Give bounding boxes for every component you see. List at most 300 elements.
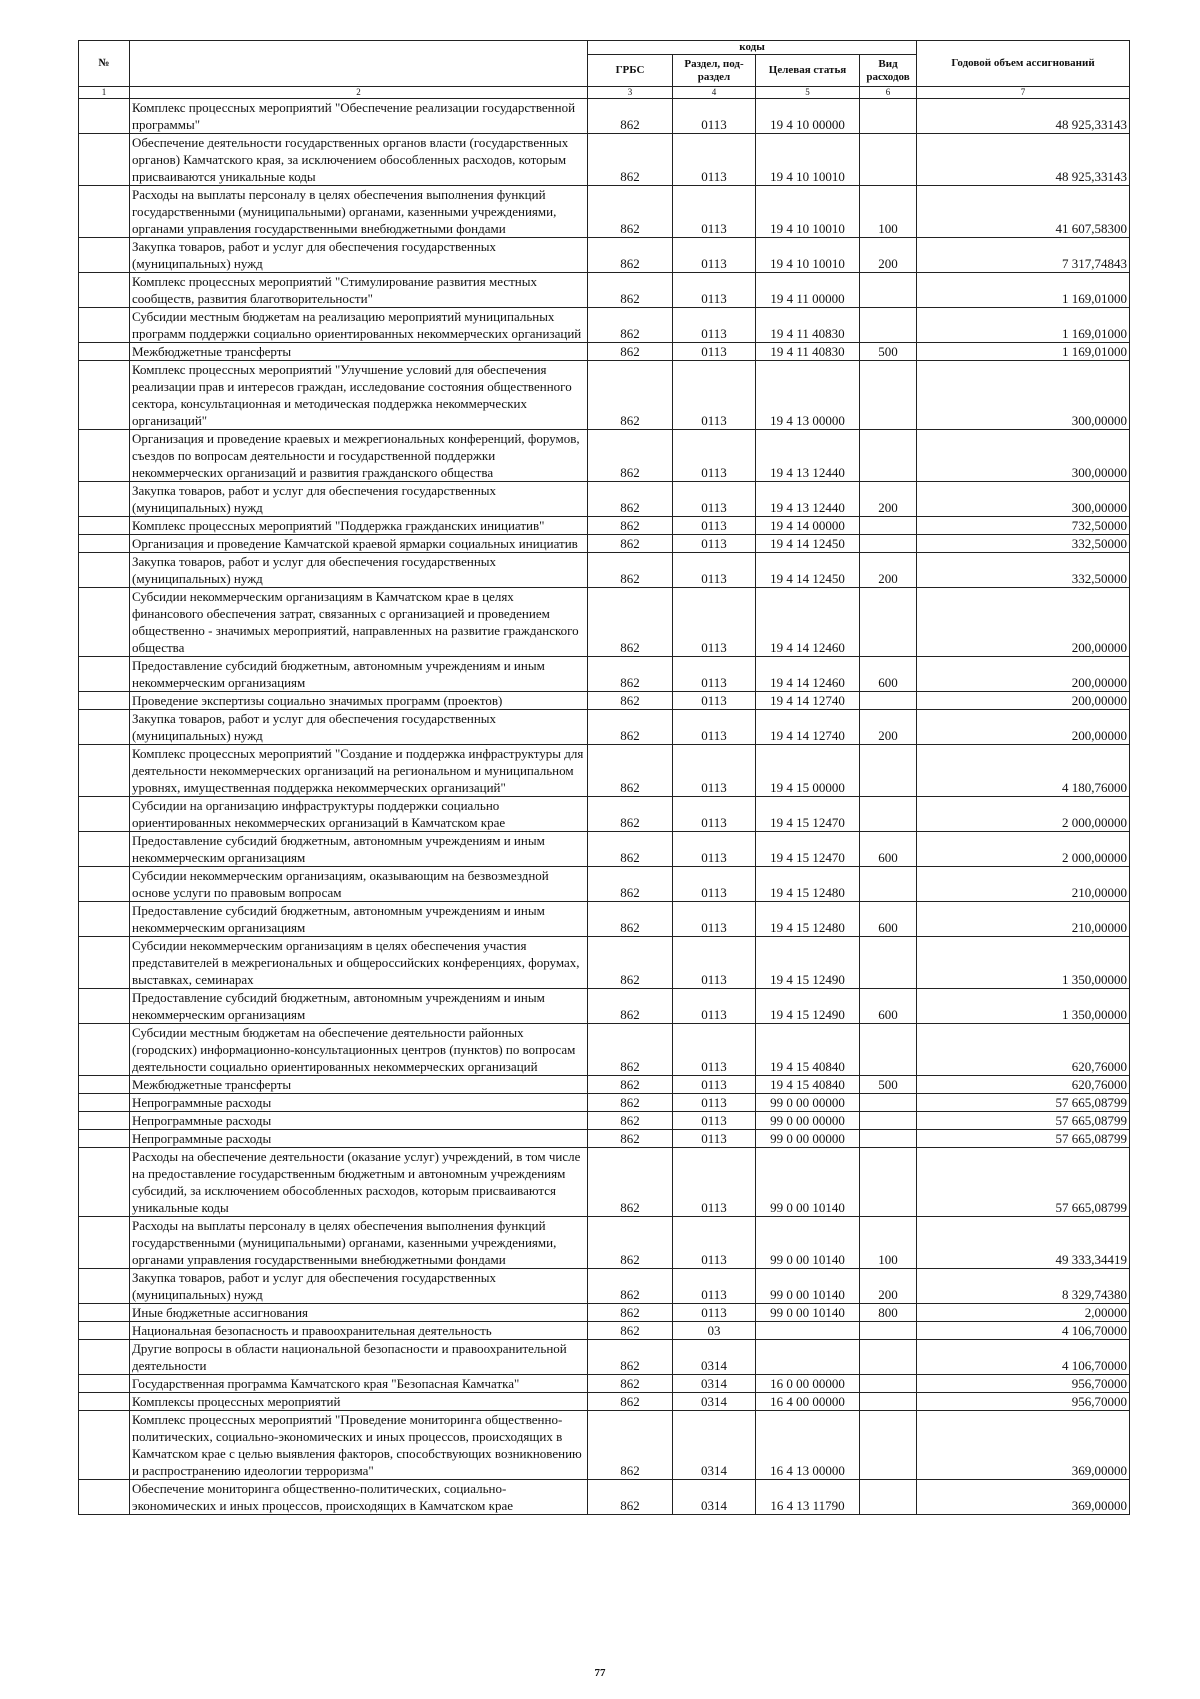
cell-amount: 620,76000 (917, 1076, 1130, 1094)
cell-num (79, 553, 130, 588)
cell-type: 500 (860, 1076, 917, 1094)
cell-name: Комплекс процессных мероприятий "Создание и поддержка инфраструктуры для деятельности некоммерческих организаций на региональном и муниципальном уровнях, имущественная поддержка некоммерческих организаций" (130, 745, 588, 797)
cell-section: 0314 (673, 1393, 756, 1411)
cell-type: 200 (860, 553, 917, 588)
cell-section: 0113 (673, 902, 756, 937)
cell-target: 19 4 15 00000 (756, 745, 860, 797)
cell-amount: 332,50000 (917, 535, 1130, 553)
cell-target: 16 4 13 11790 (756, 1480, 860, 1515)
cell-amount: 8 329,74380 (917, 1269, 1130, 1304)
table-row (79, 1148, 1130, 1217)
cell-target: 19 4 10 10010 (756, 186, 860, 238)
cell-grbs: 862 (588, 273, 673, 308)
cell-target: 19 4 14 12450 (756, 535, 860, 553)
cell-amount: 48 925,33143 (917, 134, 1130, 186)
cell-num (79, 430, 130, 482)
cell-amount: 956,70000 (917, 1375, 1130, 1393)
budget-table-sheet (78, 40, 1129, 1515)
cell-section: 0113 (673, 186, 756, 238)
budget-table (78, 40, 1130, 1515)
cell-name: Организация и проведение краевых и межрегиональных конференций, форумов, съездов по вопросам деятельности и государственной поддержки некоммерческих организаций и развития гражданского общества (130, 430, 588, 482)
cell-target: 99 0 00 00000 (756, 1130, 860, 1148)
cell-section: 0113 (673, 1148, 756, 1217)
cell-type: 600 (860, 902, 917, 937)
table-row (79, 710, 1130, 745)
cell-grbs: 862 (588, 1375, 673, 1393)
cell-target: 19 4 13 00000 (756, 361, 860, 430)
cell-type: 200 (860, 482, 917, 517)
colnum: 2 (130, 87, 588, 99)
cell-num (79, 1148, 130, 1217)
cell-amount: 1 169,01000 (917, 273, 1130, 308)
cell-target: 99 0 00 10140 (756, 1148, 860, 1217)
cell-num (79, 867, 130, 902)
cell-grbs: 862 (588, 1393, 673, 1411)
cell-grbs: 862 (588, 1112, 673, 1130)
cell-grbs: 862 (588, 692, 673, 710)
cell-type (860, 692, 917, 710)
cell-num (79, 186, 130, 238)
cell-grbs: 862 (588, 1217, 673, 1269)
header-section: Раздел, под-раздел (673, 55, 756, 87)
cell-amount: 1 169,01000 (917, 308, 1130, 343)
cell-name: Национальная безопасность и правоохранительная деятельность (130, 1322, 588, 1340)
cell-amount: 300,00000 (917, 361, 1130, 430)
cell-num (79, 1094, 130, 1112)
cell-target (756, 1340, 860, 1375)
table-row (79, 186, 1130, 238)
cell-type (860, 134, 917, 186)
cell-name: Обеспечение деятельности государственных органов власти (государственных органов) Камчатского края, за исключением обособленных расходов, которым присваиваются уникальные коды (130, 134, 588, 186)
cell-grbs: 862 (588, 343, 673, 361)
cell-num (79, 273, 130, 308)
table-row (79, 238, 1130, 273)
cell-num (79, 588, 130, 657)
table-row (79, 902, 1130, 937)
cell-section: 0113 (673, 553, 756, 588)
table-row (79, 361, 1130, 430)
cell-section: 0113 (673, 867, 756, 902)
table-row (79, 1130, 1130, 1148)
cell-target: 19 4 15 12470 (756, 832, 860, 867)
cell-target: 99 0 00 00000 (756, 1112, 860, 1130)
cell-section: 0113 (673, 273, 756, 308)
header-target: Целевая статья (756, 55, 860, 87)
cell-grbs: 862 (588, 1094, 673, 1112)
cell-type (860, 273, 917, 308)
cell-name: Расходы на обеспечение деятельности (оказание услуг) учреждений, в том числе на предоставление государственным бюджетным и автономным учреждениям субсидий, за исключением обособленных расходов, которым присваиваются уникальные коды (130, 1148, 588, 1217)
cell-grbs: 862 (588, 797, 673, 832)
table-row (79, 134, 1130, 186)
cell-num (79, 937, 130, 989)
cell-amount: 57 665,08799 (917, 1130, 1130, 1148)
cell-section: 0113 (673, 1130, 756, 1148)
cell-grbs: 862 (588, 745, 673, 797)
header-num: № (79, 41, 130, 87)
table-row (79, 657, 1130, 692)
cell-section: 0113 (673, 99, 756, 134)
cell-num (79, 797, 130, 832)
cell-grbs: 862 (588, 1322, 673, 1340)
cell-section: 0113 (673, 710, 756, 745)
cell-amount: 4 106,70000 (917, 1322, 1130, 1340)
cell-name: Закупка товаров, работ и услуг для обеспечения государственных (муниципальных) нужд (130, 482, 588, 517)
cell-name: Непрограммные расходы (130, 1130, 588, 1148)
cell-amount: 4 106,70000 (917, 1340, 1130, 1375)
cell-name: Непрограммные расходы (130, 1094, 588, 1112)
table-row (79, 1322, 1130, 1340)
cell-num (79, 1393, 130, 1411)
cell-name: Комплексы процессных мероприятий (130, 1393, 588, 1411)
cell-name: Комплекс процессных мероприятий "Улучшение условий для обеспечения реализации прав и интересов граждан, исследование состояния общественного сектора, консультационная и методическая поддержка некоммерческих организаций" (130, 361, 588, 430)
cell-target: 19 4 14 12460 (756, 657, 860, 692)
cell-grbs: 862 (588, 553, 673, 588)
cell-num (79, 1480, 130, 1515)
cell-type: 600 (860, 832, 917, 867)
cell-name: Расходы на выплаты персоналу в целях обеспечения выполнения функций государственными (муниципальными) органами, казенными учреждениями, органами управления государственными внебюджетными фондами (130, 186, 588, 238)
cell-name: Межбюджетные трансферты (130, 343, 588, 361)
cell-section: 0113 (673, 361, 756, 430)
cell-amount: 200,00000 (917, 710, 1130, 745)
header-volume: Годовой объем ассигнований (917, 41, 1130, 87)
cell-target: 19 4 13 12440 (756, 482, 860, 517)
cell-amount: 369,00000 (917, 1480, 1130, 1515)
cell-amount: 200,00000 (917, 588, 1130, 657)
table-row (79, 343, 1130, 361)
cell-grbs: 862 (588, 937, 673, 989)
cell-type (860, 1411, 917, 1480)
cell-num (79, 1076, 130, 1094)
cell-num (79, 745, 130, 797)
table-row (79, 1411, 1130, 1480)
cell-section: 0113 (673, 657, 756, 692)
cell-name: Обеспечение мониторинга общественно-политических, социально-экономических и иных процессов, происходящих в Камчатском крае (130, 1480, 588, 1515)
colnum: 6 (860, 87, 917, 99)
cell-name: Субсидии некоммерческим организациям, оказывающим на безвозмездной основе услуги по правовым вопросам (130, 867, 588, 902)
cell-name: Субсидии на организацию инфраструктуры поддержки социально ориентированных некоммерческих организаций в Камчатском крае (130, 797, 588, 832)
cell-type (860, 797, 917, 832)
cell-grbs: 862 (588, 361, 673, 430)
table-row (79, 535, 1130, 553)
header-grbs: ГРБС (588, 55, 673, 87)
cell-name: Закупка товаров, работ и услуг для обеспечения государственных (муниципальных) нужд (130, 553, 588, 588)
cell-grbs: 862 (588, 99, 673, 134)
cell-name: Другие вопросы в области национальной безопасности и правоохранительной деятельности (130, 1340, 588, 1375)
cell-type (860, 1340, 917, 1375)
cell-amount: 1 350,00000 (917, 989, 1130, 1024)
cell-grbs: 862 (588, 989, 673, 1024)
cell-type: 800 (860, 1304, 917, 1322)
cell-num (79, 361, 130, 430)
table-row (79, 1269, 1130, 1304)
cell-amount: 4 180,76000 (917, 745, 1130, 797)
cell-num (79, 832, 130, 867)
cell-grbs: 862 (588, 134, 673, 186)
cell-amount: 41 607,58300 (917, 186, 1130, 238)
cell-type (860, 1094, 917, 1112)
cell-name: Проведение экспертизы социально значимых программ (проектов) (130, 692, 588, 710)
cell-amount: 300,00000 (917, 430, 1130, 482)
cell-target: 19 4 10 00000 (756, 99, 860, 134)
cell-name: Комплекс процессных мероприятий "Поддержка гражданских инициатив" (130, 517, 588, 535)
table-row (79, 797, 1130, 832)
cell-grbs: 862 (588, 1130, 673, 1148)
table-row (79, 1217, 1130, 1269)
cell-num (79, 1340, 130, 1375)
colnum: 5 (756, 87, 860, 99)
cell-type: 200 (860, 1269, 917, 1304)
cell-target: 19 4 15 12480 (756, 902, 860, 937)
cell-num (79, 1411, 130, 1480)
cell-type: 600 (860, 989, 917, 1024)
cell-num (79, 1269, 130, 1304)
cell-type (860, 1112, 917, 1130)
cell-grbs: 862 (588, 1411, 673, 1480)
colnum: 3 (588, 87, 673, 99)
cell-amount: 2,00000 (917, 1304, 1130, 1322)
cell-type (860, 1130, 917, 1148)
cell-section: 0113 (673, 1304, 756, 1322)
cell-target: 99 0 00 10140 (756, 1217, 860, 1269)
cell-type (860, 588, 917, 657)
table-row (79, 832, 1130, 867)
cell-num (79, 134, 130, 186)
cell-section: 0113 (673, 588, 756, 657)
cell-amount: 7 317,74843 (917, 238, 1130, 273)
cell-amount: 620,76000 (917, 1024, 1130, 1076)
cell-target: 99 0 00 10140 (756, 1269, 860, 1304)
table-row (79, 1480, 1130, 1515)
cell-target: 99 0 00 10140 (756, 1304, 860, 1322)
cell-type (860, 1375, 917, 1393)
cell-name: Предоставление субсидий бюджетным, автономным учреждениям и иным некоммерческим организациям (130, 989, 588, 1024)
cell-target: 19 4 10 10010 (756, 238, 860, 273)
cell-amount: 2 000,00000 (917, 797, 1130, 832)
cell-num (79, 710, 130, 745)
cell-amount: 732,50000 (917, 517, 1130, 535)
cell-name: Предоставление субсидий бюджетным, автономным учреждениям и иным некоммерческим организациям (130, 902, 588, 937)
cell-name: Расходы на выплаты персоналу в целях обеспечения выполнения функций государственными (муниципальными) органами, казенными учреждениями, органами управления государственными внебюджетными фондами (130, 1217, 588, 1269)
cell-type: 200 (860, 238, 917, 273)
table-header (79, 41, 1130, 99)
table-row (79, 1112, 1130, 1130)
cell-section: 0314 (673, 1480, 756, 1515)
cell-num (79, 657, 130, 692)
cell-num (79, 989, 130, 1024)
cell-section: 0113 (673, 797, 756, 832)
cell-name: Иные бюджетные ассигнования (130, 1304, 588, 1322)
cell-amount: 300,00000 (917, 482, 1130, 517)
cell-grbs: 862 (588, 308, 673, 343)
cell-target: 99 0 00 00000 (756, 1094, 860, 1112)
cell-amount: 332,50000 (917, 553, 1130, 588)
cell-name: Субсидии некоммерческим организациям в целях обеспечения участия представителей в межрегиональных и общероссийских конференциях, форумах, выставках, семинарах (130, 937, 588, 989)
cell-type: 600 (860, 657, 917, 692)
cell-name: Комплекс процессных мероприятий "Стимулирование развития местных сообществ, развития благотворительности" (130, 273, 588, 308)
cell-target: 19 4 14 12740 (756, 710, 860, 745)
cell-type (860, 1148, 917, 1217)
cell-target: 19 4 10 10010 (756, 134, 860, 186)
cell-type (860, 937, 917, 989)
cell-section: 0113 (673, 1217, 756, 1269)
cell-section: 0113 (673, 308, 756, 343)
cell-amount: 200,00000 (917, 692, 1130, 710)
cell-target: 19 4 14 12450 (756, 553, 860, 588)
cell-name: Предоставление субсидий бюджетным, автономным учреждениям и иным некоммерческим организациям (130, 657, 588, 692)
cell-num (79, 1217, 130, 1269)
cell-amount: 49 333,34419 (917, 1217, 1130, 1269)
cell-grbs: 862 (588, 710, 673, 745)
cell-name: Межбюджетные трансферты (130, 1076, 588, 1094)
cell-section: 0113 (673, 989, 756, 1024)
cell-section: 0113 (673, 134, 756, 186)
cell-grbs: 862 (588, 430, 673, 482)
cell-type: 200 (860, 710, 917, 745)
header-name (130, 41, 588, 87)
cell-grbs: 862 (588, 902, 673, 937)
table-row (79, 430, 1130, 482)
cell-section: 0314 (673, 1340, 756, 1375)
cell-num (79, 692, 130, 710)
cell-amount: 57 665,08799 (917, 1112, 1130, 1130)
cell-num (79, 343, 130, 361)
table-row (79, 1094, 1130, 1112)
cell-amount: 369,00000 (917, 1411, 1130, 1480)
cell-target: 16 4 13 00000 (756, 1411, 860, 1480)
cell-type (860, 517, 917, 535)
cell-section: 0314 (673, 1375, 756, 1393)
cell-target: 16 0 00 00000 (756, 1375, 860, 1393)
cell-section: 0113 (673, 535, 756, 553)
cell-target: 19 4 11 40830 (756, 308, 860, 343)
cell-target: 19 4 15 12490 (756, 989, 860, 1024)
cell-num (79, 1112, 130, 1130)
cell-num (79, 1304, 130, 1322)
table-row (79, 1304, 1130, 1322)
cell-type: 100 (860, 1217, 917, 1269)
cell-section: 0113 (673, 343, 756, 361)
cell-target: 19 4 15 12470 (756, 797, 860, 832)
cell-amount: 57 665,08799 (917, 1094, 1130, 1112)
cell-num (79, 238, 130, 273)
page-number: 77 (594, 1667, 606, 1679)
cell-target: 19 4 11 40830 (756, 343, 860, 361)
cell-name: Организация и проведение Камчатской краевой ярмарки социальных инициатив (130, 535, 588, 553)
table-row (79, 1024, 1130, 1076)
cell-grbs: 862 (588, 186, 673, 238)
header-column-numbers (79, 87, 1130, 99)
cell-grbs: 862 (588, 238, 673, 273)
cell-target: 19 4 14 12740 (756, 692, 860, 710)
cell-num (79, 1130, 130, 1148)
table-row (79, 745, 1130, 797)
cell-target: 19 4 14 12460 (756, 588, 860, 657)
table-row (79, 692, 1130, 710)
cell-type: 500 (860, 343, 917, 361)
cell-name: Субсидии некоммерческим организациям в Камчатском крае в целях финансового обеспечения затрат, связанных с организацией и проведением общественно - значимых мероприятий, направленных на развитие гражданского общества (130, 588, 588, 657)
table-row (79, 553, 1130, 588)
table-row (79, 1340, 1130, 1375)
cell-section: 0314 (673, 1411, 756, 1480)
cell-grbs: 862 (588, 1304, 673, 1322)
cell-grbs: 862 (588, 1076, 673, 1094)
cell-grbs: 862 (588, 535, 673, 553)
cell-section: 03 (673, 1322, 756, 1340)
cell-target: 19 4 15 12480 (756, 867, 860, 902)
cell-grbs: 862 (588, 482, 673, 517)
cell-name: Закупка товаров, работ и услуг для обеспечения государственных (муниципальных) нужд (130, 710, 588, 745)
cell-section: 0113 (673, 1094, 756, 1112)
table-row (79, 989, 1130, 1024)
cell-name: Предоставление субсидий бюджетным, автономным учреждениям и иным некоммерческим организациям (130, 832, 588, 867)
cell-section: 0113 (673, 937, 756, 989)
table-row (79, 308, 1130, 343)
cell-type (860, 99, 917, 134)
cell-num (79, 308, 130, 343)
cell-name: Комплекс процессных мероприятий "Проведение мониторинга общественно-политических, социально-экономических и иных процессов, происходящих в Камчатском крае с целью выявления факторов, способствующих возникновению и распространению идеологии терроризма" (130, 1411, 588, 1480)
cell-num (79, 517, 130, 535)
cell-type (860, 867, 917, 902)
cell-num (79, 1024, 130, 1076)
cell-num (79, 1322, 130, 1340)
cell-section: 0113 (673, 1076, 756, 1094)
cell-grbs: 862 (588, 1024, 673, 1076)
cell-type (860, 1393, 917, 1411)
cell-type (860, 1322, 917, 1340)
cell-target: 19 4 13 12440 (756, 430, 860, 482)
cell-amount: 210,00000 (917, 902, 1130, 937)
table-row (79, 1076, 1130, 1094)
cell-grbs: 862 (588, 588, 673, 657)
cell-target: 19 4 15 40840 (756, 1076, 860, 1094)
cell-section: 0113 (673, 1269, 756, 1304)
header-type: Вид расходов (860, 55, 917, 87)
cell-num (79, 1375, 130, 1393)
cell-section: 0113 (673, 482, 756, 517)
colnum: 4 (673, 87, 756, 99)
table-row (79, 482, 1130, 517)
cell-grbs: 862 (588, 1480, 673, 1515)
cell-target: 19 4 15 40840 (756, 1024, 860, 1076)
cell-type (860, 1024, 917, 1076)
table-row (79, 588, 1130, 657)
cell-section: 0113 (673, 832, 756, 867)
cell-name: Субсидии местным бюджетам на обеспечение деятельности районных (городских) информационно-консультационных центров (пунктов) по вопросам деятельности социально ориентированных некоммерческих организаций (130, 1024, 588, 1076)
cell-target (756, 1322, 860, 1340)
cell-name: Закупка товаров, работ и услуг для обеспечения государственных (муниципальных) нужд (130, 1269, 588, 1304)
cell-type (860, 430, 917, 482)
cell-grbs: 862 (588, 1269, 673, 1304)
cell-section: 0113 (673, 517, 756, 535)
table-row (79, 867, 1130, 902)
cell-target: 16 4 00 00000 (756, 1393, 860, 1411)
cell-section: 0113 (673, 692, 756, 710)
cell-num (79, 482, 130, 517)
cell-section: 0113 (673, 1024, 756, 1076)
cell-grbs: 862 (588, 1148, 673, 1217)
table-body (79, 99, 1130, 1515)
cell-grbs: 862 (588, 867, 673, 902)
cell-name: Комплекс процессных мероприятий "Обеспечение реализации государственной программы" (130, 99, 588, 134)
cell-num (79, 902, 130, 937)
cell-section: 0113 (673, 745, 756, 797)
cell-amount: 2 000,00000 (917, 832, 1130, 867)
header-codes: коды (588, 41, 917, 55)
cell-section: 0113 (673, 1112, 756, 1130)
table-row (79, 937, 1130, 989)
cell-amount: 1 350,00000 (917, 937, 1130, 989)
cell-grbs: 862 (588, 517, 673, 535)
